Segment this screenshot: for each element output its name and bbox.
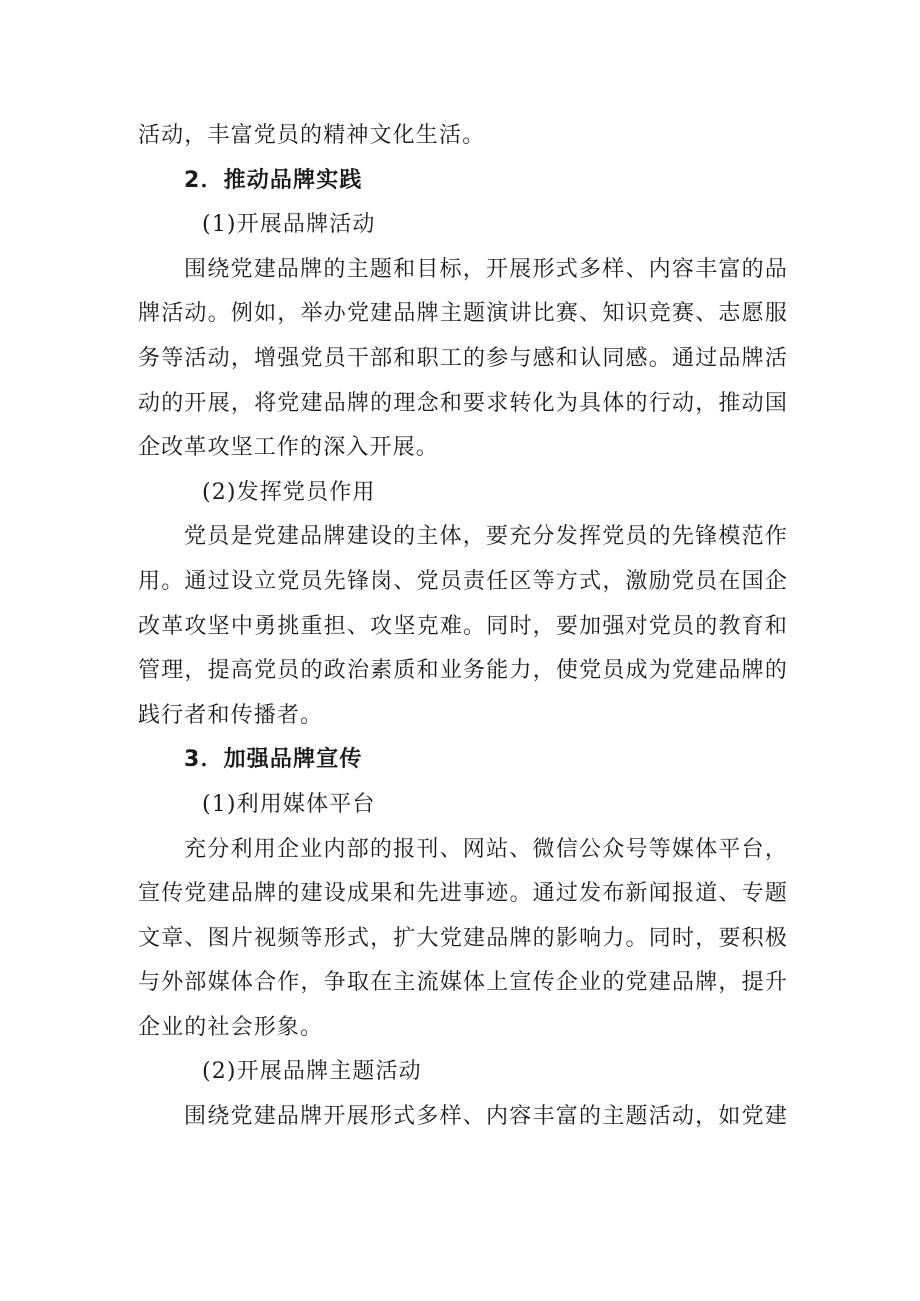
paragraph-line: 宣传党建品牌的建设成果和先进事迹。通过发布新闻报道、专题 [138, 881, 788, 907]
paragraph-line: 文章、图片视频等形式，扩大党建品牌的影响力。同时，要积极 [138, 925, 788, 951]
paragraph-line: 管理，提高党员的政治素质和业务能力，使党员成为党建品牌的 [138, 658, 788, 684]
paragraph-line: 党员是党建品牌建设的主体，要充分发挥党员的先锋模范作 [184, 524, 788, 550]
paragraph-line: 围绕党建品牌开展形式多样、内容丰富的主题活动，如党建 [184, 1104, 788, 1130]
paragraph-line: 牌活动。例如，举办党建品牌主题演讲比赛、知识竞赛、志愿服 [138, 301, 788, 327]
paragraph-line: 围绕党建品牌的主题和目标，开展形式多样、内容丰富的品 [184, 256, 788, 282]
paragraph-line: 企改革攻坚工作的深入开展。 [138, 435, 439, 461]
subsection-heading-3-2: (2)开展品牌主题活动 [202, 1059, 422, 1085]
subsection-heading-2-2: (2)发挥党员作用 [202, 479, 376, 505]
paragraph-line: 改革攻坚中勇挑重担、攻坚克难。同时，要加强对党员的教育和 [138, 613, 788, 639]
document-body [138, 114, 788, 1140]
paragraph-line: 企业的社会形象。 [138, 1014, 324, 1040]
paragraph-line: 用。通过设立党员先锋岗、党员责任区等方式，激励党员在国企 [138, 568, 788, 594]
section-heading-3: 3．加强品牌宣传 [184, 747, 363, 773]
subsection-heading-2-1: (1)开展品牌活动 [202, 212, 376, 238]
paragraph-line: 与外部媒体合作，争取在主流媒体上宣传企业的党建品牌，提升 [138, 970, 788, 996]
section-heading-2: 2．推动品牌实践 [184, 167, 363, 193]
subsection-heading-3-1: (1)利用媒体平台 [202, 791, 376, 817]
paragraph-line: 践行者和传播者。 [138, 702, 324, 728]
paragraph-line: 活动，丰富党员的精神文化生活。 [138, 123, 486, 148]
paragraph-line: 充分利用企业内部的报刊、网站、微信公众号等媒体平台， [184, 836, 788, 862]
paragraph-line: 动的开展，将党建品牌的理念和要求转化为具体的行动，推动国 [138, 390, 788, 416]
paragraph-line: 务等活动，增强党员干部和职工的参与感和认同感。通过品牌活 [138, 345, 788, 371]
